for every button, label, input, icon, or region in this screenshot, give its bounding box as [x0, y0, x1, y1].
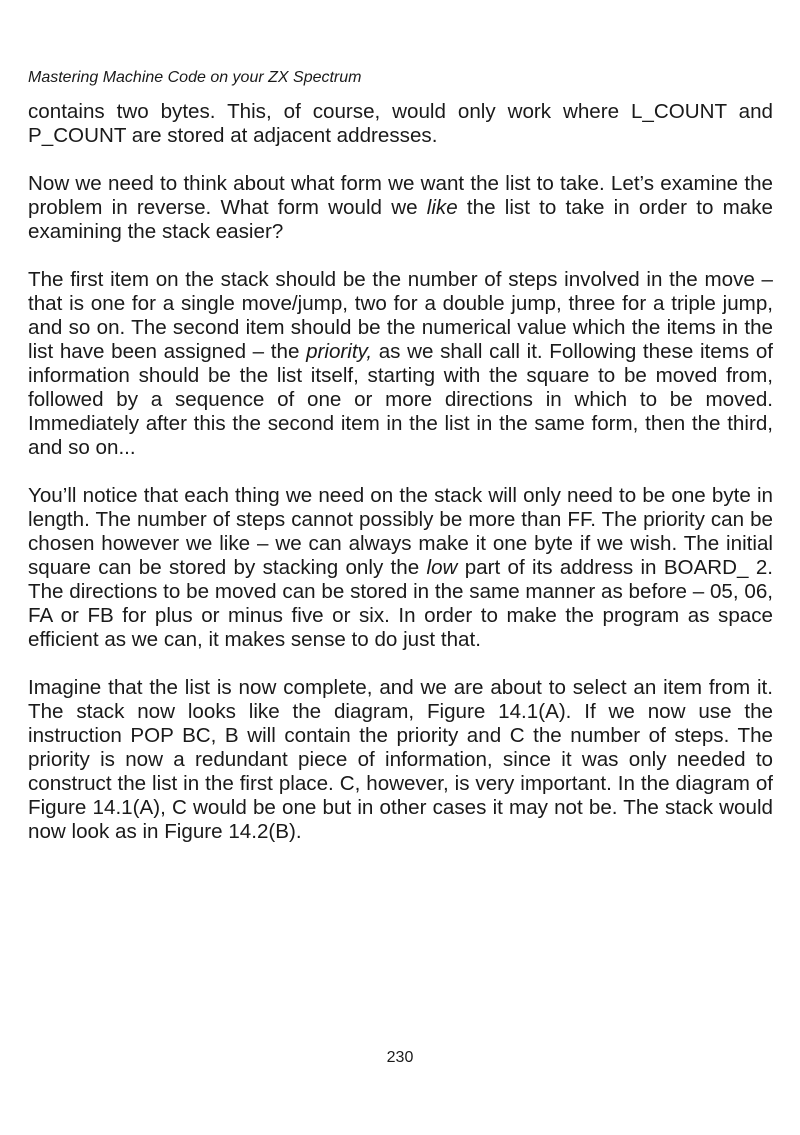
paragraph-1: contains two bytes. This, of course, would only work where L_COUNT and P_COUNT are stored at adjacent addresses.	[28, 100, 773, 147]
paragraph-2-emphasis: like	[426, 196, 458, 219]
body-text	[28, 100, 773, 868]
paragraph-3-text-a: The first item on the stack should be the number of steps involved in the move – that is one for a single move/jump, two for a double jump, three for a triple jump, and so on. The second item should be the numerical value which the items in the list have been assigned – the	[28, 268, 773, 363]
page-number: 230	[386, 1049, 414, 1066]
paragraph-3	[28, 268, 773, 460]
paragraph-4-emphasis: low	[426, 556, 458, 579]
paragraph-4-text-a: You’ll notice that each thing we need on the stack will only need to be one byte in length. The number of steps cannot possibly be more than FF. The priority can be chosen however we like – we can always make it one byte if we wish. The initial square can be stored by stacking only the	[28, 484, 773, 579]
paragraph-2-text-a: Now we need to think about what form we want the list to take. Let’s examine the problem in reverse. What form would we	[28, 172, 773, 219]
paragraph-2-text-b: the list to take in order to make examining the stack easier?	[28, 196, 773, 243]
paragraph-3-text-b: as we shall call it. Following these items of information should be the list itself, starting with the square to be moved from, followed by a sequence of one or more directions in which to be moved. Immediately after this the second item in the list in the same form, then the third, and so on...	[28, 340, 773, 459]
paragraph-2	[28, 172, 773, 244]
paragraph-3-emphasis: priority,	[306, 340, 373, 363]
running-header: Mastering Machine Code on your ZX Spectrum	[28, 69, 362, 86]
paragraph-4	[28, 484, 773, 652]
paragraph-4-text-b: part of its address in BOARD_ 2. The directions to be moved can be stored in the same manner as before – 05, 06, FA or FB for plus or minus five or six. In order to make the program as space efficient as we can, it makes sense to do just that.	[28, 556, 773, 651]
paragraph-5: Imagine that the list is now complete, and we are about to select an item from it. The stack now looks like the diagram, Figure 14.1(A). If we now use the instruction POP BC, B will contain the priority and C the number of steps. The priority is now a redundant piece of information, since it was only needed to construct the list in the first place. C, however, is very important. In the diagram of Figure 14.1(A), C would be one but in other cases it may not be. The stack would now look as in Figure 14.2(B).	[28, 676, 773, 843]
